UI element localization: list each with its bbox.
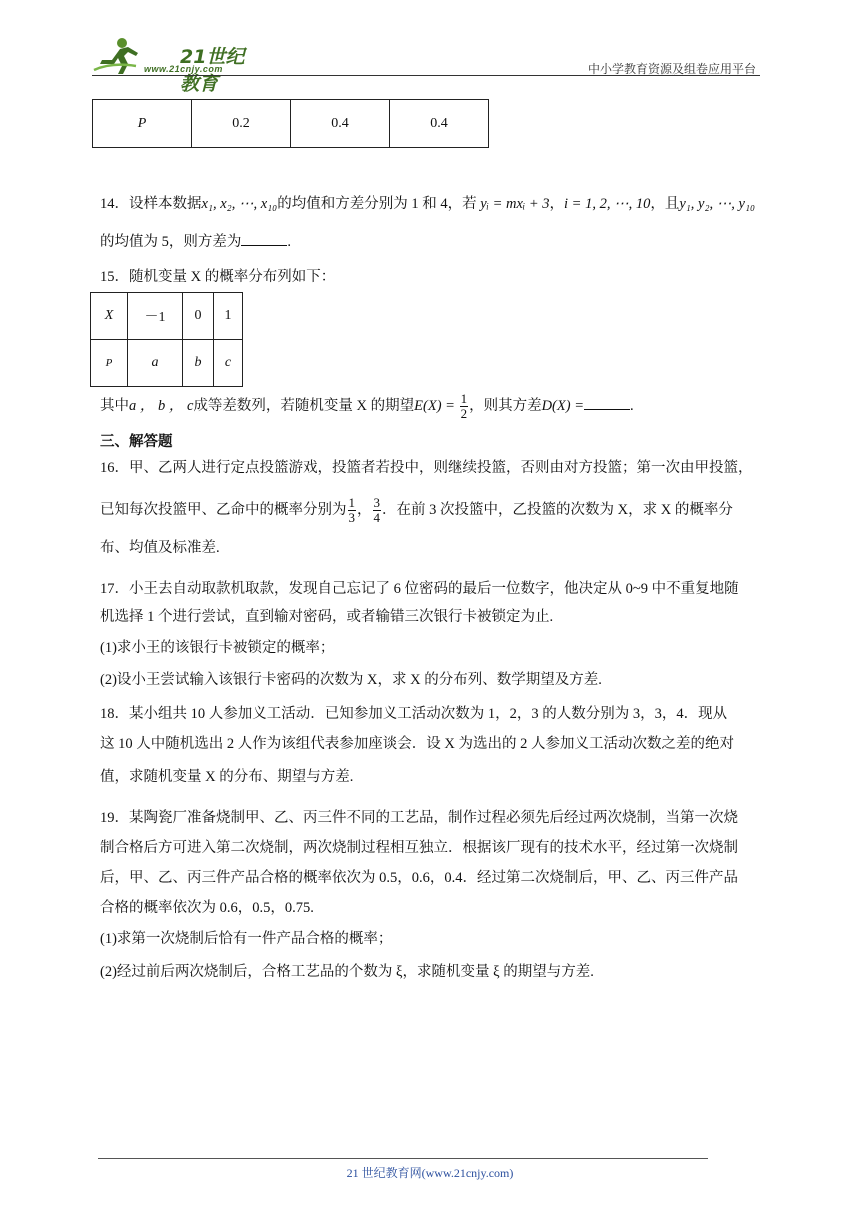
q14-data-x: x₁, x₂, ⋯, x₁₀ xyxy=(201,196,278,212)
q16-sep: ， xyxy=(357,501,372,518)
question-15: 15．随机变量 X 的概率分布列如下： xyxy=(100,269,336,285)
table-cell: c xyxy=(214,340,243,387)
table-cell: P xyxy=(93,100,192,148)
q15-var: D(X) = xyxy=(541,397,584,414)
q14-end: . xyxy=(287,234,291,250)
question-16: 16．甲、乙两人进行定点投篮游戏，投篮者若投中，则继续投篮，否则由对方投篮；第一次由甲投篮， xyxy=(100,460,753,476)
question-19-l4: 合格的概率依次为 0.6，0.5，0.75. xyxy=(100,900,314,916)
question-15-cond xyxy=(100,392,762,421)
q15-text: ，则其方差 xyxy=(469,397,542,414)
q14-text: 的均值和方差分别为 1 和 4，若 xyxy=(277,196,477,212)
table-cell: 0 xyxy=(183,293,214,340)
q14-text: 14．设样本数据 xyxy=(100,196,202,212)
q15-end: . xyxy=(629,397,634,414)
table-cell: 0.4 xyxy=(291,100,390,148)
q15-text: 成等差数列，若随机变量 X 的期望 xyxy=(193,397,415,414)
fraction-one-half: $\frac{1}{2}$ xyxy=(460,391,468,421)
q15-expect: E(X) = xyxy=(414,397,455,414)
q14-index: i = 1, 2, ⋯, 10 xyxy=(564,196,651,212)
q14-text: 的均值为 5，则方差为 xyxy=(100,234,242,250)
q14-formula: yᵢ = mxᵢ + 3 xyxy=(480,196,550,212)
table-cell: 1 xyxy=(214,293,243,340)
fraction-one-third: $\frac{1}{3}$ xyxy=(348,495,355,525)
site-logo xyxy=(92,36,262,95)
question-19: 19．某陶瓷厂准备烧制甲、乙、丙三件不同的工艺品，制作过程必须先后经过两次烧制，当第一次烧 xyxy=(100,810,738,826)
question-19-part1: (1)求第一次烧制后恰有一件产品合格的概率； xyxy=(100,931,393,947)
q16-text: ．在前 3 次投篮中，乙投篮的次数为 X，求 X 的概率分 xyxy=(382,501,733,518)
table-cell: 0.2 xyxy=(192,100,291,148)
header-divider xyxy=(92,75,760,76)
question-17-part1: (1)求小王的该银行卡被锁定的概率； xyxy=(100,640,335,656)
q16-text: 已知每次投篮甲、乙命中的概率分别为 xyxy=(100,501,347,518)
table-cell: a xyxy=(128,340,183,387)
logo-url: www.21cnjy.com xyxy=(144,64,223,74)
section-title: 三、解答题 xyxy=(100,434,173,450)
table-cell: －1 xyxy=(128,293,183,340)
question-19-l2: 制合格后方可进入第二次烧制，两次烧制过程相互独立．根据该厂现有的技术水平，经过第一次烧制 xyxy=(100,840,738,856)
fraction-three-quarters: $\frac{3}{4}$ xyxy=(373,495,380,525)
question-16-l2 xyxy=(100,496,762,525)
answer-blank xyxy=(584,395,630,410)
question-19-part2: (2)经过前后两次烧制后，合格工艺品的个数为 ξ，求随机变量 ξ 的期望与方差. xyxy=(100,964,594,980)
question-17-l2: 机选择 1 个进行尝试，直到输对密码，或者输错三次银行卡被锁定为止. xyxy=(100,609,554,625)
question-17: 17．小王去自动取款机取款，发现自己忘记了 6 位密码的最后一位数字，他决定从 0~9 中不重复地随 xyxy=(100,581,739,597)
footer-divider xyxy=(98,1158,708,1159)
q15-vars: a ， b ， c xyxy=(129,397,194,414)
q14-sep: ， xyxy=(549,196,564,212)
question-14 xyxy=(100,192,762,216)
question-19-l3: 后，甲、乙、丙三件产品合格的概率依次为 0.5，0.6，0.4．经过第二次烧制后，甲、乙、丙三件产品 xyxy=(100,870,738,886)
question-18: 18．某小组共 10 人参加义工活动．已知参加义工活动次数为 1，2，3 的人数分别为 3，3，4．现从 xyxy=(100,706,728,722)
q15-text: 其中 xyxy=(100,397,129,414)
logo-text: 21世纪教育 xyxy=(180,46,245,95)
runner-icon xyxy=(92,36,140,76)
table-cell: P xyxy=(91,340,128,387)
question-17-part2: (2)设小王尝试输入该银行卡密码的次数为 X，求 X 的分布列、数学期望及方差. xyxy=(100,672,602,688)
table-cell: 0.4 xyxy=(390,100,489,148)
question-14-cont xyxy=(100,230,762,254)
probability-table-continued xyxy=(92,99,489,148)
question-18-l3: 值，求随机变量 X 的分布、期望与方差. xyxy=(100,769,354,785)
q14-data-y: y₁, y₂, ⋯, y₁₀ xyxy=(679,196,756,212)
question-18-l2: 这 10 人中随机选出 2 人作为该组代表参加座谈会．设 X 为选出的 2 人参加义工活动次数之差的绝对 xyxy=(100,736,734,752)
question-16-l3: 布、均值及标准差. xyxy=(100,540,220,556)
q14-text: ，且 xyxy=(650,196,680,212)
table-cell: b xyxy=(183,340,214,387)
platform-name: 中小学教育资源及组卷应用平台 xyxy=(587,62,756,76)
footer-text: 21 世纪教育网(www.21cnjy.com) xyxy=(346,1166,514,1180)
distribution-table xyxy=(90,292,243,387)
table-cell: X xyxy=(91,293,128,340)
answer-blank xyxy=(241,231,287,246)
